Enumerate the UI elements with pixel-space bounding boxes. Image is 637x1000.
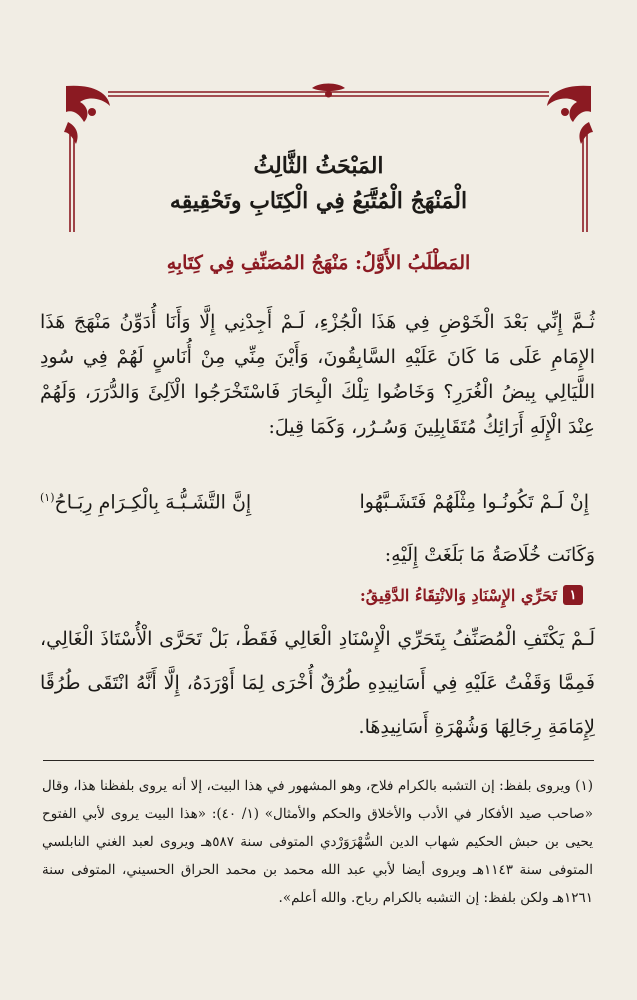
subsection-header [360, 585, 583, 605]
footnote-divider [43, 760, 594, 761]
section-heading: المَطْلَبُ الأَوَّلُ: مَنْهَجُ المُصَنِّفِ فِي كِتَابِهِ [166, 252, 471, 274]
paragraph-summary: وَكَانَت خُلَاصَةُ مَا بَلَغَتْ إِلَيْهِ: [384, 544, 595, 566]
paragraph-intro: ثُـمَّ إِنِّي بَعْدَ الْخَوْضِ فِي هَذَا الْجُزْءِ، لَـمْ أَجِدْنِي إِلَّا وَأَنَا أُدَوِّنُ مَنْهَجَ هَذَا الإِمَامِ عَلَى مَا كَانَ عَلَيْهِ السَّابِقُونَ، وَأَيْنَ مِنِّي مِنْ أُنَاسٍ لَهُمْ فِي سُودِ اللَّيَالِي بِيضُ الْغُرَرِ؟ وَخَاضُوا تِلْكَ الْبِحَارَ فَاسْتَخْرَجُوا الْآلِئَ وَالدُّرَرَ، وَلَهُمْ عِنْدَ الْإِلَهِ أَرَائِكُ مُتَقَابِلِينَ وَسُـرُر، وَكَمَا قِيلَ: [40, 311, 595, 438]
footnote-text: (١) ويروى بلفظ: إن التشبه بالكرام فلاح، وهو المشهور في هذا البيت، إلا أنه يروى بلفظنا هذا، وقال «صاحب صيد الأفكار في الأدب والأخلاق والحكم والأمثال» (١/ ٤٠): «هذا البيت يروى لأبي الفتوح يحيى بن حبش الحكيم شهاب الدين السُّهْرَوَرْدي المتوفى سنة ٥٨٧هـ ويروى لعبد الغني النابلسي المتوفى سنة ١١٤٣هـ ويروى أيضا لأبي عبد الله محمد بن محمد الحراق الحسيني، المتوفى سنة ١٢٦١هـ ولكن بلفظ: إن التشبه بالكرام رباح. والله أعلم». [42, 778, 593, 906]
footnote-ref[interactable]: (١) [40, 491, 55, 504]
paragraph-isnad: لَـمْ يَكْتَفِ الْمُصَنِّفُ بِتَحَرِّي الْإِسْنَادِ الْعَالِي فَقَطْ، بَلْ تَحَرَّى الْأُسْتَاذَ الْغَالِي، فَمِمَّا وَقَفْتُ عَلَيْهِ فِي أَسَانِيدِهِ طُرُقٌ أُخْرَى لِمَا أَوْرَدَهُ، إِلَّا أَنَّهُ انْتَقَى طُرُقًا لِإِمَامَةِ رِجَالِهَا وَشُهْرَةِ أَسَانِيدِهَا. [40, 628, 595, 738]
verse-second-hemistich [40, 491, 251, 525]
chapter-title: الْمَنْهَجُ الْمُتَّبَعُ فِي الْكِتَابِ وتَحْقِيقِه [169, 188, 468, 214]
verse-second-text: إِنَّ التَّشَـبُّـهَ بِالْكِـرَامِ رِبَـاحُ [54, 491, 252, 514]
chapter-heading: المَبْحَثُ الثَّالِثُ [253, 153, 384, 179]
subsection-title: تَحَرِّي الإِسْنَادِ وَالانْتِقَاءُ الدَّقِيقُ: [359, 585, 557, 605]
verse-first-hemistich: إِنْ لَـمْ تَكُونُـوا مِثْلَهُمْ فَتَشَـبَّهُوا [359, 491, 589, 513]
subsection-number-badge: ١ [563, 585, 583, 605]
poetry-verse [40, 491, 589, 525]
